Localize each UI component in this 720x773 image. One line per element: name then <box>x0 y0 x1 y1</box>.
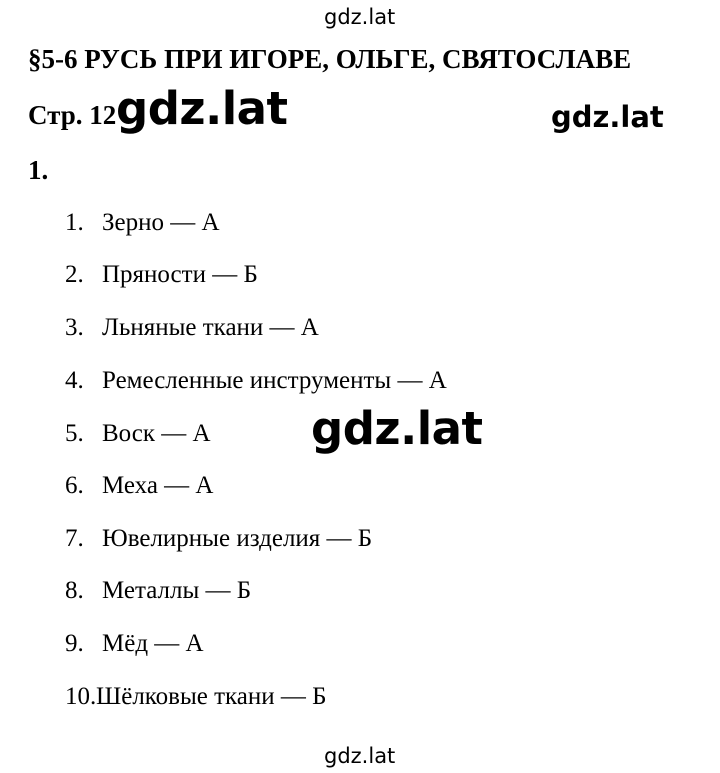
item-text: Меха — А <box>102 472 214 499</box>
section-heading: §5-6 РУСЬ ПРИ ИГОРЕ, ОЛЬГЕ, СВЯТОСЛАВЕ <box>28 44 632 74</box>
item-number: 4. <box>65 367 84 394</box>
item-text: Зерно — А <box>102 209 220 236</box>
item-text: Шёлковые ткани — Б <box>96 683 327 710</box>
item-number: 7. <box>65 525 84 552</box>
item-number: 10. <box>65 683 97 710</box>
item-text: Воск — А <box>102 420 211 447</box>
watermark-bottom: gdz.lat <box>324 744 396 768</box>
watermark-left: gdz.lat <box>116 82 288 135</box>
item-text: Ювелирные изделия — Б <box>102 525 373 552</box>
item-text: Пряности — Б <box>102 261 258 288</box>
item-text: Металлы — Б <box>102 577 252 604</box>
item-number: 9. <box>65 630 84 657</box>
item-number: 3. <box>65 314 84 341</box>
item-number: 8. <box>65 577 84 604</box>
item-number: 1. <box>65 209 84 236</box>
item-number: 6. <box>65 472 84 499</box>
watermark-top: gdz.lat <box>324 5 396 29</box>
task-number: 1. <box>28 155 49 185</box>
watermark-center: gdz.lat <box>311 402 483 455</box>
item-text: Льняные ткани — А <box>102 314 319 341</box>
watermark-right: gdz.lat <box>551 100 664 134</box>
item-number: 5. <box>65 420 84 447</box>
item-number: 2. <box>65 261 84 288</box>
item-text: Ремесленные инструменты — А <box>102 367 447 394</box>
page-reference: Стр. 12 <box>28 100 117 130</box>
item-text: Мёд — А <box>102 630 204 657</box>
